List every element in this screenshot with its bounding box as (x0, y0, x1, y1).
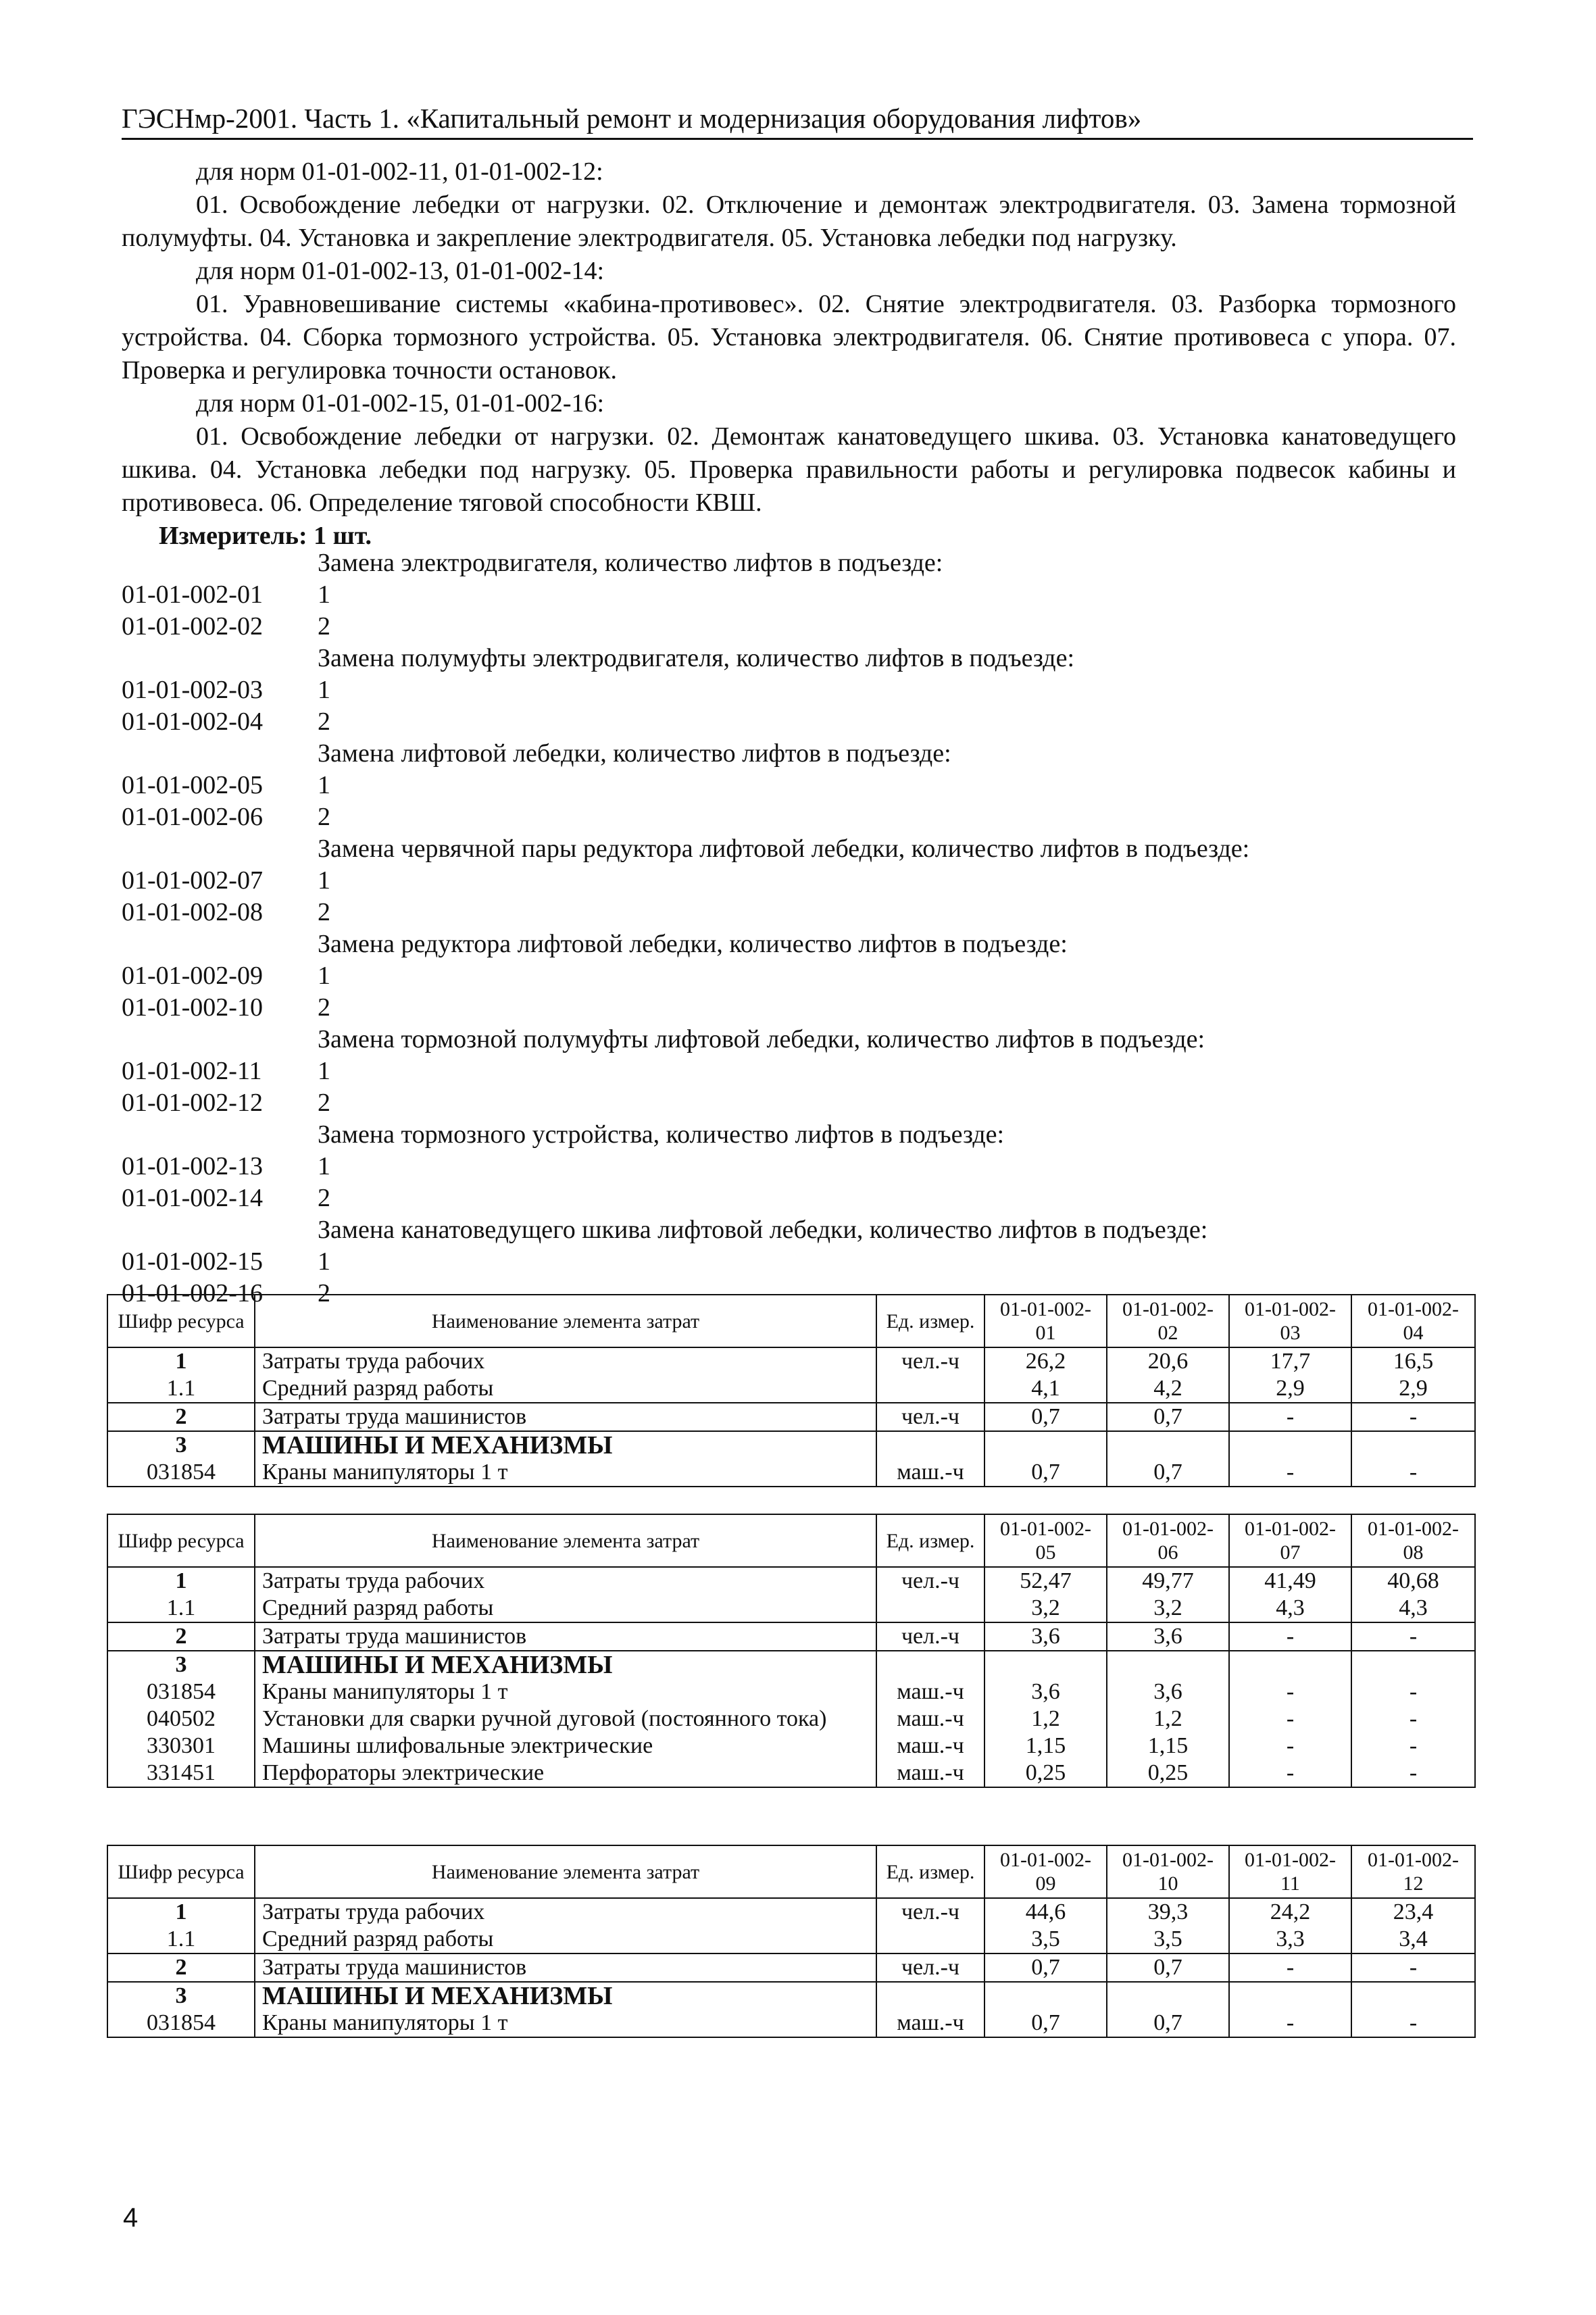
cost-element-name: Перфораторы электрические (255, 1760, 876, 1787)
value-cell: 3,5 (984, 1926, 1107, 1953)
norm-lift-count: 1 (318, 866, 330, 895)
value-cell (984, 1431, 1107, 1459)
table-row (107, 1375, 1475, 1403)
value-cell (1107, 1431, 1229, 1459)
cost-element-name: Краны манипуляторы 1 т (255, 1459, 876, 1487)
header-unit: Ед. измер. (876, 1845, 984, 1898)
table-row (107, 2010, 1475, 2037)
cost-element-name: Средний разряд работы (255, 1375, 876, 1403)
norm-lift-count: 2 (318, 803, 330, 831)
res-code: 1 (107, 1898, 255, 1926)
norm-lift-count: 1 (318, 580, 330, 609)
table-row (107, 1678, 1475, 1706)
norm-row (122, 1087, 1460, 1119)
value-cell: 0,7 (984, 1459, 1107, 1487)
cost-element-name: Затраты труда рабочих (255, 1567, 876, 1595)
table-row (107, 1431, 1475, 1459)
table-header-row (107, 1295, 1475, 1347)
res-code: 031854 (107, 2010, 255, 2037)
norm-row (122, 801, 1460, 833)
header-unit: Ед. измер. (876, 1295, 984, 1347)
res-code: 2 (107, 1953, 255, 1982)
table-row (107, 1403, 1475, 1431)
header-res-code: Шифр ресурса (107, 1295, 255, 1347)
res-code: 1.1 (107, 1595, 255, 1622)
value-cell (1351, 1651, 1475, 1678)
value-cell: 0,7 (1107, 1403, 1229, 1431)
norm-title: Замена червячной пары редуктора лифтовой лебедки, количество лифтов в подъезде: (318, 835, 1250, 863)
norm-row (122, 1246, 1460, 1278)
header-norm-code: 01-01-002-09 (984, 1845, 1107, 1898)
value-cell: 3,6 (984, 1622, 1107, 1651)
value-cell (1107, 1982, 1229, 2010)
norm-lift-count: 1 (318, 1057, 330, 1085)
cost-element-name: Средний разряд работы (255, 1926, 876, 1953)
header-name: Наименование элемента затрат (255, 1845, 876, 1898)
value-cell: - (1229, 1678, 1351, 1706)
header-name: Наименование элемента затрат (255, 1295, 876, 1347)
header-unit: Ед. измер. (876, 1514, 984, 1567)
res-code: 1 (107, 1347, 255, 1375)
value-cell: - (1229, 1733, 1351, 1760)
norm-lift-count: 2 (318, 707, 330, 736)
norm-row (122, 770, 1460, 801)
res-code: 331451 (107, 1760, 255, 1787)
header-norm-code: 01-01-002-03 (1229, 1295, 1351, 1347)
value-cell (1229, 1431, 1351, 1459)
value-cell: 24,2 (1229, 1898, 1351, 1926)
value-cell: - (1351, 1760, 1475, 1787)
value-cell (1229, 1651, 1351, 1678)
value-cell: - (1229, 1459, 1351, 1487)
table-row (107, 1706, 1475, 1733)
norm-code: 01-01-002-12 (122, 1089, 263, 1117)
value-cell: - (1351, 1706, 1475, 1733)
norms-list (122, 547, 1460, 1310)
value-cell: - (1351, 1622, 1475, 1651)
header-norm-code: 01-01-002-11 (1229, 1845, 1351, 1898)
header-norm-code: 01-01-002-07 (1229, 1514, 1351, 1567)
value-cell: - (1229, 1760, 1351, 1787)
value-cell: 2,9 (1351, 1375, 1475, 1403)
cost-element-name: МАШИНЫ И МЕХАНИЗМЫ (255, 1431, 876, 1459)
header-res-code: Шифр ресурса (107, 1845, 255, 1898)
measure-unit: Измеритель: 1 шт. (159, 522, 372, 550)
table-header-row (107, 1514, 1475, 1567)
cost-element-name: Средний разряд работы (255, 1595, 876, 1622)
value-cell: 3,6 (984, 1678, 1107, 1706)
value-cell: 0,25 (1107, 1760, 1229, 1787)
norm-group-text-3: 01. Освобождение лебедки от нагрузки. 02. Демонтаж канатоведущего шкива. 03. Установка канатоведущего шкива. 04. Установка лебедки под нагрузку. 05. Проверка правильности работы и регулировка подвесок кабины и противовеса. 06. Определение тяговой способности КВШ. (122, 422, 1456, 517)
norm-code: 01-01-002-14 (122, 1184, 263, 1212)
cost-element-name: Затраты труда машинистов (255, 1403, 876, 1431)
norm-row (122, 674, 1460, 706)
norm-row (122, 960, 1460, 992)
norm-row (122, 1183, 1460, 1214)
cost-element-name: Краны манипуляторы 1 т (255, 2010, 876, 2037)
cost-element-name: Затраты труда рабочих (255, 1898, 876, 1926)
norm-lift-count: 1 (318, 1247, 330, 1276)
res-code: 1 (107, 1567, 255, 1595)
value-cell (1107, 1651, 1229, 1678)
value-cell: 39,3 (1107, 1898, 1229, 1926)
value-cell: 16,5 (1351, 1347, 1475, 1375)
res-code: 3 (107, 1431, 255, 1459)
table-header-row (107, 1845, 1475, 1898)
resource-table-3 (107, 1845, 1476, 2038)
unit: маш.-ч (876, 1760, 984, 1787)
header-norm-code: 01-01-002-04 (1351, 1295, 1475, 1347)
header-norm-code: 01-01-002-02 (1107, 1295, 1229, 1347)
norm-title: Замена канатоведущего шкива лифтовой лебедки, количество лифтов в подъезде: (318, 1216, 1208, 1244)
value-cell: 49,77 (1107, 1567, 1229, 1595)
value-cell: 44,6 (984, 1898, 1107, 1926)
unit: маш.-ч (876, 1459, 984, 1487)
norm-code: 01-01-002-15 (122, 1247, 263, 1276)
norm-code: 01-01-002-16 (122, 1279, 263, 1308)
norm-row (122, 1151, 1460, 1183)
norm-row (122, 611, 1460, 643)
norm-code: 01-01-002-03 (122, 676, 263, 704)
unit (876, 1651, 984, 1678)
table-row (107, 1567, 1475, 1595)
norm-lift-count: 2 (318, 898, 330, 926)
norm-lift-count: 1 (318, 1152, 330, 1180)
res-code: 2 (107, 1622, 255, 1651)
value-cell: 4,2 (1107, 1375, 1229, 1403)
norm-row (122, 992, 1460, 1024)
norm-code: 01-01-002-13 (122, 1152, 263, 1180)
norm-row (122, 706, 1460, 738)
unit (876, 1431, 984, 1459)
unit (876, 1595, 984, 1622)
res-code: 1.1 (107, 1375, 255, 1403)
value-cell: 1,2 (1107, 1706, 1229, 1733)
value-cell: 4,1 (984, 1375, 1107, 1403)
norm-lift-count: 2 (318, 612, 330, 641)
norm-row (122, 579, 1460, 611)
header-norm-code: 01-01-002-05 (984, 1514, 1107, 1567)
norm-group-title-2: для норм 01-01-002-13, 01-01-002-14: (196, 257, 605, 285)
norm-row (122, 1055, 1460, 1087)
unit (876, 1982, 984, 2010)
value-cell: 3,2 (984, 1595, 1107, 1622)
value-cell: - (1351, 1459, 1475, 1487)
header-name: Наименование элемента затрат (255, 1514, 876, 1567)
norm-title: Замена лифтовой лебедки, количество лифтов в подъезде: (318, 739, 951, 768)
value-cell: - (1229, 1622, 1351, 1651)
header-norm-code: 01-01-002-01 (984, 1295, 1107, 1347)
unit (876, 1375, 984, 1403)
value-cell: 0,7 (984, 1403, 1107, 1431)
value-cell: - (1351, 2010, 1475, 2037)
value-cell: 0,7 (1107, 1953, 1229, 1982)
cost-element-name: Установки для сварки ручной дуговой (постоянного тока) (255, 1706, 876, 1733)
norm-group-title-1: для норм 01-01-002-11, 01-01-002-12: (196, 157, 603, 186)
norm-title: Замена тормозного устройства, количество лифтов в подъезде: (318, 1120, 1005, 1149)
header-norm-code: 01-01-002-06 (1107, 1514, 1229, 1567)
value-cell: 3,2 (1107, 1595, 1229, 1622)
res-code: 1.1 (107, 1926, 255, 1953)
unit: чел.-ч (876, 1403, 984, 1431)
value-cell: - (1351, 1678, 1475, 1706)
norm-lift-count: 2 (318, 1089, 330, 1117)
unit: маш.-ч (876, 1678, 984, 1706)
cost-element-name: МАШИНЫ И МЕХАНИЗМЫ (255, 1651, 876, 1678)
unit: чел.-ч (876, 1953, 984, 1982)
norm-code: 01-01-002-06 (122, 803, 263, 831)
table-row (107, 1953, 1475, 1982)
header-res-code: Шифр ресурса (107, 1514, 255, 1567)
norm-lift-count: 2 (318, 1184, 330, 1212)
value-cell: 0,7 (984, 2010, 1107, 2037)
value-cell: 2,9 (1229, 1375, 1351, 1403)
value-cell: 52,47 (984, 1567, 1107, 1595)
table-row (107, 1347, 1475, 1375)
norm-lift-count: 1 (318, 771, 330, 799)
value-cell: - (1229, 1953, 1351, 1982)
unit: чел.-ч (876, 1567, 984, 1595)
value-cell: 1,15 (1107, 1733, 1229, 1760)
table-row (107, 1733, 1475, 1760)
norm-title: Замена тормозной полумуфты лифтовой лебедки, количество лифтов в подъезде: (318, 1025, 1205, 1053)
value-cell: 4,3 (1229, 1595, 1351, 1622)
value-cell: - (1351, 1733, 1475, 1760)
unit: чел.-ч (876, 1347, 984, 1375)
res-code: 3 (107, 1982, 255, 2010)
unit (876, 1926, 984, 1953)
norm-row (122, 865, 1460, 897)
cost-element-name: Затраты труда машинистов (255, 1622, 876, 1651)
table-row (107, 1898, 1475, 1926)
table-row (107, 1982, 1475, 2010)
value-cell: 20,6 (1107, 1347, 1229, 1375)
res-code: 031854 (107, 1678, 255, 1706)
table-row (107, 1760, 1475, 1787)
unit: маш.-ч (876, 1706, 984, 1733)
page-header: ГЭСНмр-2001. Часть 1. «Капитальный ремонт и модернизация оборудования лифтов» (122, 101, 1473, 140)
unit: маш.-ч (876, 2010, 984, 2037)
value-cell: - (1351, 1403, 1475, 1431)
value-cell (984, 1651, 1107, 1678)
value-cell: 4,3 (1351, 1595, 1475, 1622)
cost-element-name: МАШИНЫ И МЕХАНИЗМЫ (255, 1982, 876, 2010)
table-row (107, 1926, 1475, 1953)
norm-lift-count: 1 (318, 962, 330, 990)
norm-code: 01-01-002-02 (122, 612, 263, 641)
norm-lift-count: 2 (318, 1279, 330, 1308)
value-cell (1351, 1982, 1475, 2010)
table-row (107, 1651, 1475, 1678)
table-row (107, 1622, 1475, 1651)
cost-element-name: Краны манипуляторы 1 т (255, 1678, 876, 1706)
value-cell: 0,7 (1107, 2010, 1229, 2037)
table-row (107, 1459, 1475, 1487)
cost-element-name: Машины шлифовальные электрические (255, 1733, 876, 1760)
value-cell: 3,3 (1229, 1926, 1351, 1953)
norm-code: 01-01-002-05 (122, 771, 263, 799)
value-cell: 3,6 (1107, 1622, 1229, 1651)
header-norm-code: 01-01-002-12 (1351, 1845, 1475, 1898)
norm-title: Замена электродвигателя, количество лифтов в подъезде: (318, 549, 943, 577)
value-cell: 0,25 (984, 1760, 1107, 1787)
norm-code: 01-01-002-10 (122, 993, 263, 1022)
norm-group-text-2: 01. Уравновешивание системы «кабина-противовес». 02. Снятие электродвигателя. 03. Разборка тормозного устройства. 04. Сборка тормозного устройства. 05. Установка электродвигателя. 06. Снятие противовеса с упора. 07. Проверка и регулировка точности остановок. (122, 290, 1456, 384)
norm-code: 01-01-002-04 (122, 707, 263, 736)
norm-lift-count: 2 (318, 993, 330, 1022)
norm-lift-count: 1 (318, 676, 330, 704)
page-number: 4 (123, 2203, 139, 2233)
value-cell: 23,4 (1351, 1898, 1475, 1926)
value-cell: 3,6 (1107, 1678, 1229, 1706)
value-cell: 40,68 (1351, 1567, 1475, 1595)
value-cell: 3,5 (1107, 1926, 1229, 1953)
resource-table-1 (107, 1294, 1476, 1487)
value-cell: 1,2 (984, 1706, 1107, 1733)
value-cell: 0,7 (1107, 1459, 1229, 1487)
norm-code: 01-01-002-08 (122, 898, 263, 926)
cost-element-name: Затраты труда рабочих (255, 1347, 876, 1375)
value-cell (984, 1982, 1107, 2010)
norm-code: 01-01-002-09 (122, 962, 263, 990)
value-cell: 1,15 (984, 1733, 1107, 1760)
work-composition (122, 155, 1456, 553)
value-cell: - (1351, 1953, 1475, 1982)
norm-code: 01-01-002-07 (122, 866, 263, 895)
value-cell: - (1229, 2010, 1351, 2037)
res-code: 040502 (107, 1706, 255, 1733)
value-cell: - (1229, 1706, 1351, 1733)
res-code: 3 (107, 1651, 255, 1678)
header-norm-code: 01-01-002-08 (1351, 1514, 1475, 1567)
norm-title: Замена полумуфты электродвигателя, количество лифтов в подъезде: (318, 644, 1075, 672)
res-code: 330301 (107, 1733, 255, 1760)
norm-row (122, 897, 1460, 928)
resource-table-2 (107, 1514, 1476, 1788)
value-cell: - (1229, 1403, 1351, 1431)
unit: чел.-ч (876, 1622, 984, 1651)
norm-code: 01-01-002-01 (122, 580, 263, 609)
value-cell: 3,4 (1351, 1926, 1475, 1953)
value-cell: 17,7 (1229, 1347, 1351, 1375)
norm-group-title-3: для норм 01-01-002-15, 01-01-002-16: (196, 389, 605, 418)
cost-element-name: Затраты труда машинистов (255, 1953, 876, 1982)
value-cell (1229, 1982, 1351, 2010)
unit: маш.-ч (876, 1733, 984, 1760)
norm-code: 01-01-002-11 (122, 1057, 262, 1085)
norm-group-text-1: 01. Освобождение лебедки от нагрузки. 02. Отключение и демонтаж электродвигателя. 03. Замена тормозной полумуфты. 04. Установка и закрепление электродвигателя. 05. Установка лебедки под нагрузку. (122, 191, 1456, 252)
value-cell: 26,2 (984, 1347, 1107, 1375)
norm-title: Замена редуктора лифтовой лебедки, количество лифтов в подъезде: (318, 930, 1068, 958)
value-cell: 0,7 (984, 1953, 1107, 1982)
table-row (107, 1595, 1475, 1622)
unit: чел.-ч (876, 1898, 984, 1926)
value-cell: 41,49 (1229, 1567, 1351, 1595)
res-code: 2 (107, 1403, 255, 1431)
header-norm-code: 01-01-002-10 (1107, 1845, 1229, 1898)
res-code: 031854 (107, 1459, 255, 1487)
value-cell (1351, 1431, 1475, 1459)
